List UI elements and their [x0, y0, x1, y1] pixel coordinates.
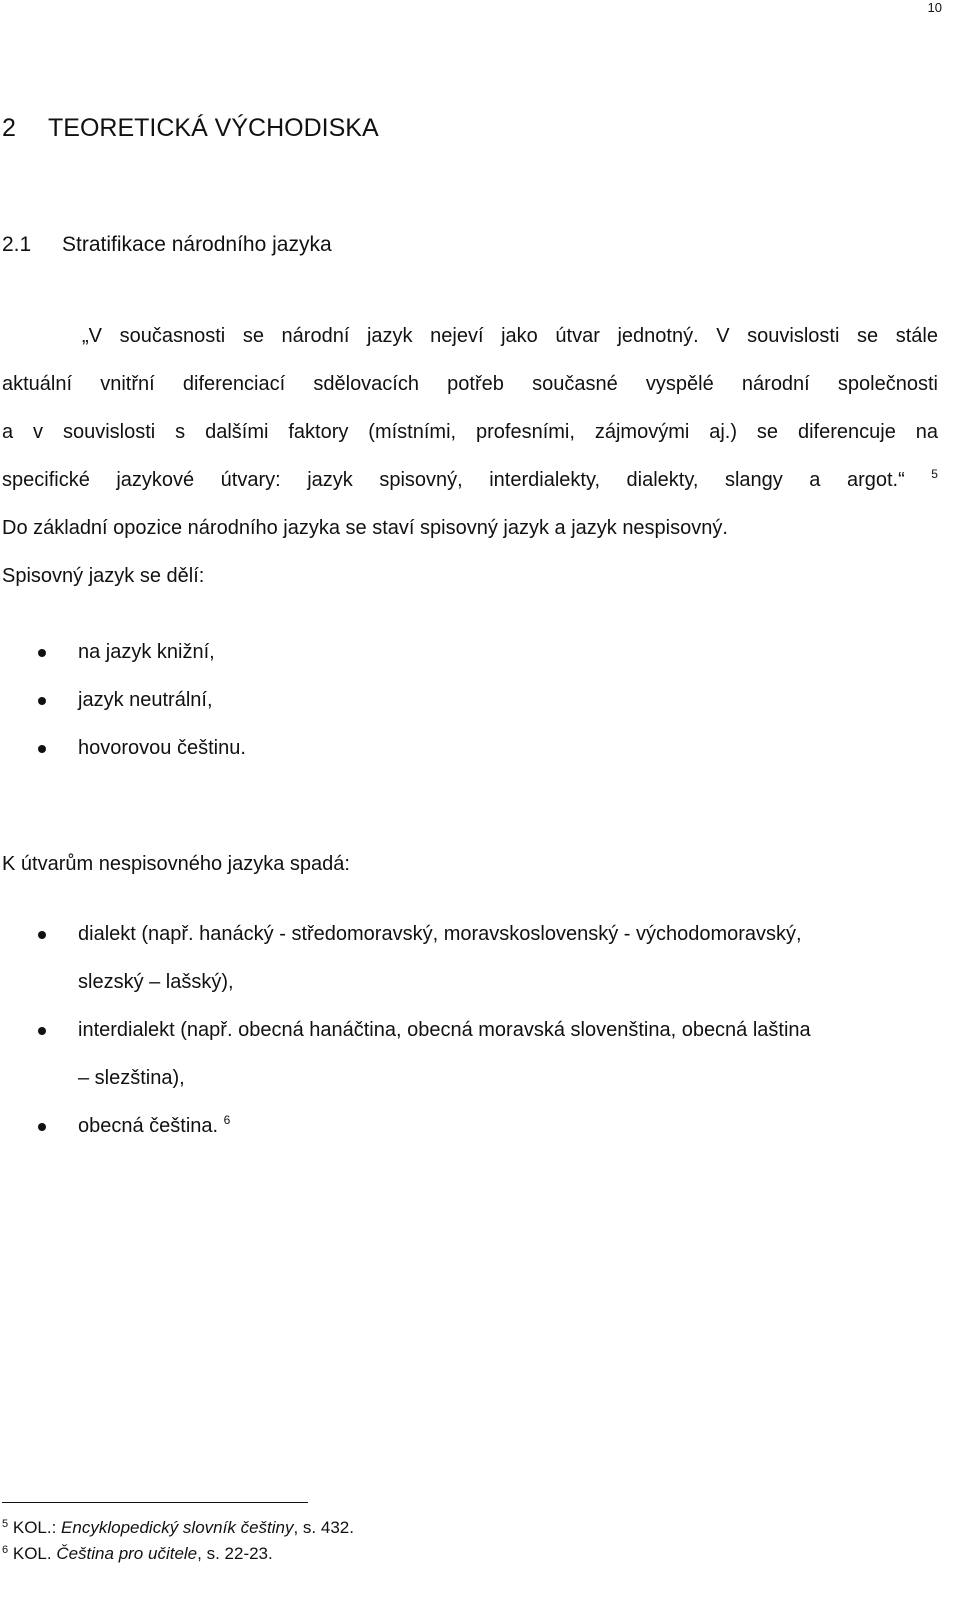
paragraph-line-text: specifické jazykové útvary: jazyk spisovný, interdialekty, dialekty, slangy a argot.“	[2, 469, 905, 491]
paragraph-line: „V současnosti se národní jazyk nejeví jako útvar jednotný. V souvislosti se stále	[82, 325, 938, 347]
paragraph-line: Do základní opozice národního jazyka se staví spisovný jazyk a jazyk nespisovný.	[2, 517, 728, 539]
bullet-icon	[38, 931, 46, 939]
footnote-title: Encyklopedický slovník češtiny	[61, 1518, 294, 1537]
list-item-text: slezský – lašský),	[78, 971, 234, 993]
chapter-heading	[2, 114, 379, 143]
list-item	[38, 628, 938, 676]
paragraph-line: Spisovný jazyk se dělí:	[2, 565, 205, 587]
list-item-text: jazyk neutrální,	[78, 689, 213, 711]
list-intro	[2, 840, 938, 888]
footnote-separator	[2, 1502, 308, 1503]
list-item	[38, 676, 938, 724]
chapter-title: TEORETICKÁ VÝCHODISKA	[48, 114, 379, 142]
list-item-continuation	[38, 1054, 938, 1102]
list-item	[38, 1102, 938, 1150]
footnote	[2, 1544, 273, 1564]
bullet-icon	[38, 1027, 46, 1035]
footnote-number: 5	[2, 1518, 9, 1530]
paragraph-line	[2, 456, 938, 504]
list-intro-text: K útvarům nespisovného jazyka spadá:	[2, 853, 350, 875]
footnote-page: , s. 432.	[293, 1518, 354, 1537]
list-item	[38, 910, 938, 958]
bullet-icon	[38, 745, 46, 753]
section-title: Stratifikace národního jazyka	[62, 233, 332, 256]
footnote-ref: 6	[223, 1113, 231, 1127]
footnote-title: Čeština pro učitele	[56, 1544, 198, 1563]
list-item	[38, 724, 938, 772]
nonliterary-language-list	[38, 910, 938, 1150]
list-item-text: obecná čeština.	[78, 1115, 219, 1137]
section-heading	[2, 233, 332, 257]
bullet-icon	[38, 1123, 46, 1131]
bullet-icon	[38, 649, 46, 657]
body-paragraph	[2, 312, 938, 600]
footnote-number: 6	[2, 1544, 9, 1556]
paragraph-line: aktuální vnitřní diferenciací sdělovacích potřeb současné vyspělé národní společnosti	[2, 373, 938, 395]
footnote-page: , s. 22-23.	[197, 1544, 273, 1563]
paragraph-line: a v souvislosti s dalšími faktory (místními, profesními, zájmovými aj.) se diferencuje na	[2, 421, 938, 443]
footnote-author: KOL.:	[12, 1518, 62, 1537]
list-item-text: hovorovou češtinu.	[78, 737, 246, 759]
list-item-text: interdialekt (např. obecná hanáčtina, obecná moravská slovenština, obecná laština	[78, 1019, 811, 1041]
section-number: 2.1	[2, 233, 32, 256]
footnote-author: KOL.	[12, 1544, 57, 1563]
list-item-text: – slezština),	[78, 1067, 185, 1089]
page-number: 10	[927, 0, 942, 15]
list-item	[38, 1006, 938, 1054]
bullet-icon	[38, 697, 46, 705]
chapter-number: 2	[2, 114, 16, 142]
list-item-continuation	[38, 958, 938, 1006]
footnote	[2, 1518, 354, 1538]
list-item-text: na jazyk knižní,	[78, 641, 215, 663]
list-item-text: dialekt (např. hanácký - středomoravský, moravskoslovenský - východomoravský,	[78, 923, 802, 945]
footnote-ref: 5	[931, 467, 938, 481]
literary-language-list	[38, 628, 938, 772]
